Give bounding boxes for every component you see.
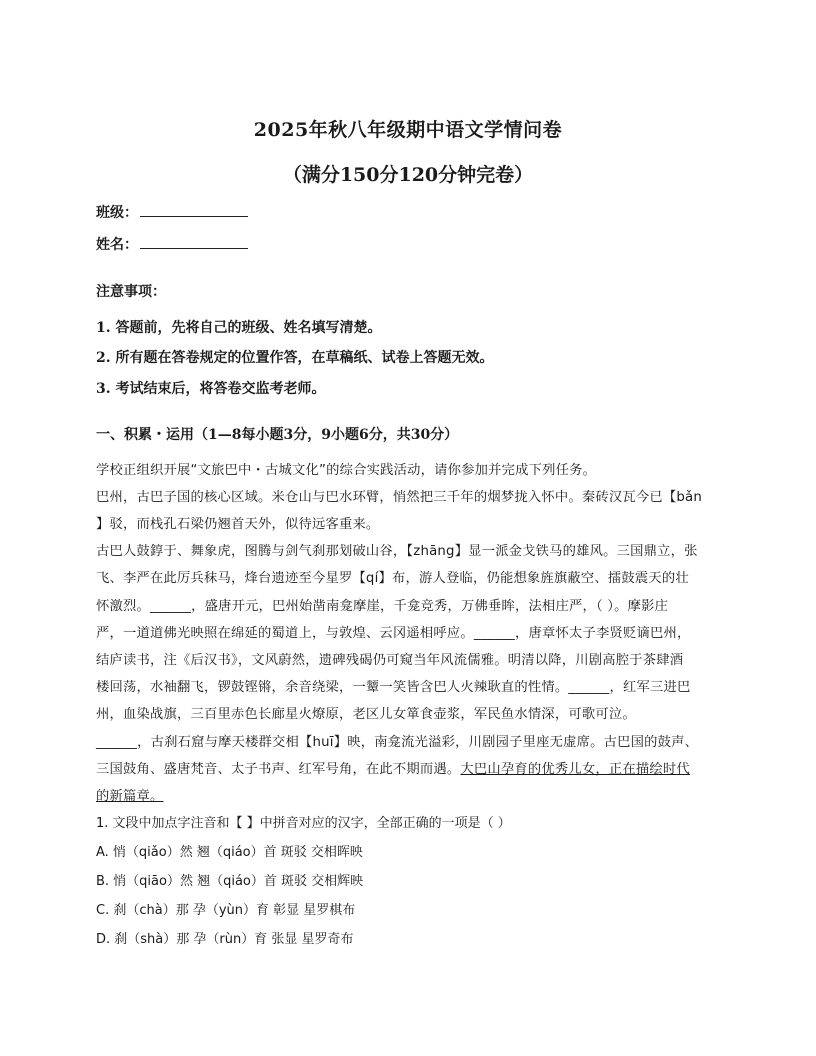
notice-item: 2. 所有题在答卷规定的位置作答，在草稿纸、试卷上答题无效。 <box>96 350 494 366</box>
passage-line: 严，一道道佛光映照在绵延的蜀道上，与敦煌、云冈遥相呼应。______，唐章怀太子李贤贬谪巴州， <box>96 626 691 641</box>
name-blank-line[interactable] <box>140 236 248 249</box>
passage-text: 三国鼓角、盛唐梵音、太子书声、红军号角，在此不期而遇。 <box>96 762 461 777</box>
underlined-sentence-end: 的新篇章。 <box>96 789 164 804</box>
passage-line: 怀激烈。______，盛唐开元，巴州始凿南龛摩崖，千龛竞秀，万佛垂眸，法相庄严，（ ）。摩影庄 <box>96 599 669 614</box>
passage-line: 州，血染战旗，三百里赤色长廊星火燎原，老区儿女箪食壶浆，军民鱼水情深，可歌可泣。 <box>96 707 636 722</box>
passage-line <box>96 758 690 777</box>
exam-title: 2025年秋八年级期中语文学情问卷 <box>253 119 563 141</box>
underlined-sentence: 大巴山孕育的优秀儿女，正在描绘时代 <box>460 762 690 777</box>
option-c[interactable]: C. 刹（chà）那 孕（yùn）育 彰显 星罗棋布 <box>96 903 356 918</box>
notice-heading: 注意事项： <box>96 284 166 300</box>
passage-line: 楼回荡，水袖翻飞，锣鼓铿锵，余音绕梁，一颦一笑皆含巴人火辣耿直的性情。______，红军三进巴 <box>96 680 691 695</box>
passage-line: 飞、李严在此厉兵秣马，烽台遗迹至今星罗【qí】布，游人登临，仍能想象旌旗蔽空、擂鼓震天的壮 <box>96 571 689 586</box>
option-b[interactable]: B. 悄（qiāo）然 翘（qiáo）首 斑驳 交相辉映 <box>96 874 364 889</box>
option-d[interactable]: D. 刹（shà）那 孕（rùn）育 张显 星罗奇布 <box>96 932 354 947</box>
question-stem: 1. 文段中加点字注音和【 】中拼音对应的汉字，全部正确的一项是（ ） <box>96 816 511 831</box>
passage-line: 古巴人鼓錞于、舞象虎，图腾与剑气刹那划破山谷，【zhāng】显一派金戈铁马的雄风。三国鼎立，张 <box>96 544 698 559</box>
name-field <box>96 234 248 254</box>
class-blank-line[interactable] <box>140 204 248 217</box>
notice-item: 3. 考试结束后，将答卷交监考老师。 <box>96 381 326 397</box>
passage-line: 结庐读书，注《后汉书》，文风蔚然，遗碑残碣仍可窥当年风流儒雅。明清以降，川剧高腔于茶肆酒 <box>96 653 684 668</box>
option-a[interactable]: A. 悄（qiǎo）然 翘（qiáo）首 斑驳 交相晖映 <box>96 845 363 860</box>
name-label: 姓名： <box>96 237 138 253</box>
class-label: 班级： <box>96 205 138 221</box>
passage-line: ______，古刹石窟与摩天楼群交相【huī】映，南龛流光溢彩，川剧园子里座无虚席。古巴国的鼓声、 <box>96 735 699 750</box>
exam-subtitle: （满分150分120分钟完卷） <box>282 164 534 186</box>
passage-line <box>96 785 163 804</box>
notice-item: 1. 答题前，先将自己的班级、姓名填写清楚。 <box>96 320 382 336</box>
class-field <box>96 202 248 222</box>
passage-line: 】驳，而栈孔石梁仍翘首天外，似待远客重来。 <box>96 517 380 532</box>
section-heading: 一、积累・运用（1—8每小题3分，9小题6分，共30分） <box>96 427 459 443</box>
passage-line: 巴州，古巴子国的核心区域。米仓山与巴水环臂，悄然把三千年的烟梦拢入怀中。秦砖汉瓦今已【bǎn <box>96 490 702 505</box>
passage-line: 学校正组织开展“文旅巴中・古城文化”的综合实践活动，请你参加并完成下列任务。 <box>96 463 597 478</box>
